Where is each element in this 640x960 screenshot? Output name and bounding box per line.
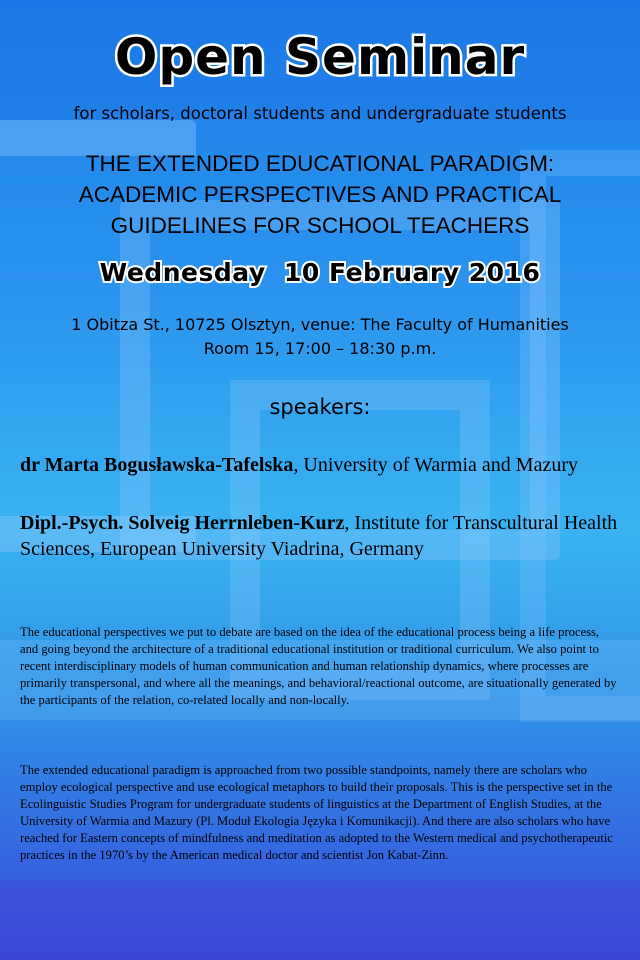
speaker-entry (20, 510, 630, 562)
venue-line: Room 15, 17:00 – 18:30 p.m. (203, 339, 437, 358)
event-date: Wednesday 10 February 2016 (99, 258, 541, 287)
venue-line: 1 Obitza St., 10725 Olsztyn, venue: The Faculty of Humanities (71, 315, 569, 334)
seminar-topic (0, 148, 640, 241)
speaker-affiliation: , Institute for Transcultural Health Sciences, European University Viadrina, Germany (20, 512, 618, 560)
speaker-name: Dipl.-Psych. Solveig Herrnleben-Kurz (20, 512, 345, 534)
event-venue (0, 313, 640, 361)
description-paragraph: The educational perspectives we put to debate are based on the idea of the educational process being a life process, and going beyond the architecture of a traditional educational institution or traditional curriculum. We also point to recent interdisciplinary models of human communication and human relationship dynamics, where processes are primarily transpersonal, and where all the meanings, and behavioral/reactional outcome, are situationally generated by the participants of the relation, co-related locally and non-locally. (20, 625, 617, 707)
topic-line: GUIDELINES FOR SCHOOL TEACHERS (110, 213, 530, 238)
description-paragraph: The extended educational paradigm is approached from two possible standpoints, namely there are scholars who employ ecological perspective and use ecological metaphors to build their proposals. This is the perspective set in the Ecolinguistic Studies Program for undergraduate students of linguistics at the Department of English Studies, at the University of Warmia and Mazury (Pl. Moduł Ekologia Języka i Komunikacji). And there are also scholars who have reached for Eastern concepts of mindfulness and meditation as adopted to the Western medical and psychotherapeutic practices in the 1970’s by the American medical doctor and scientist Jon Kabat-Zinn. (20, 763, 613, 862)
topic-line: THE EXTENDED EDUCATIONAL PARADIGM: (85, 151, 555, 176)
poster-title: Open Seminar (114, 28, 526, 86)
speaker-name: dr Marta Bogusławska-Tafelska (20, 454, 294, 476)
speaker-affiliation: , University of Warmia and Mazury (293, 454, 578, 476)
topic-line: ACADEMIC PERSPECTIVES AND PRACTICAL (78, 182, 562, 207)
speaker-entry (20, 452, 630, 478)
audience-subtitle: for scholars, doctoral students and undergraduate students (73, 104, 567, 123)
speakers-heading: speakers: (269, 395, 371, 419)
